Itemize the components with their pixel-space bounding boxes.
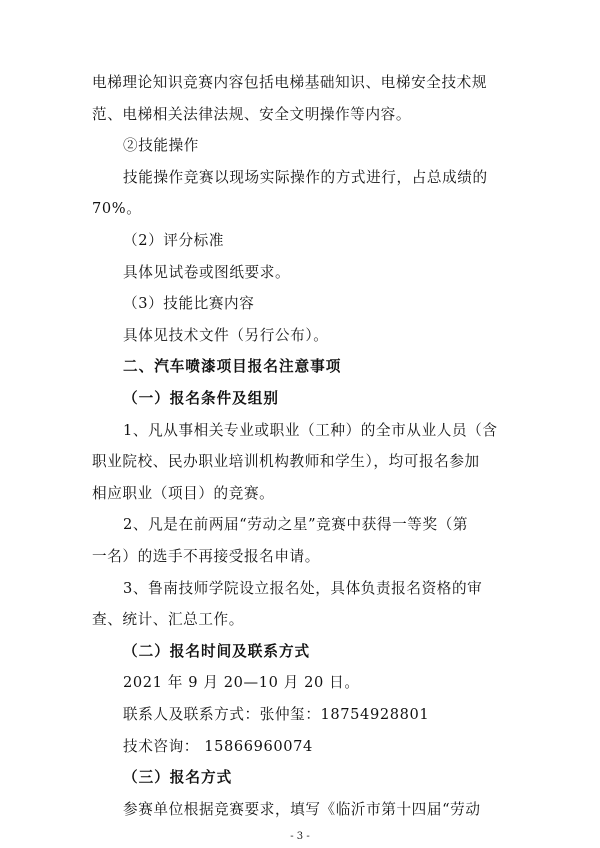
body-text-line: 参赛单位根据竞赛要求，填写《临沂市第十四届“劳动 [123, 801, 481, 818]
body-text-line: 范、电梯相关法律法规、安全文明操作等内容。 [92, 106, 412, 123]
subsection-heading: （2）评分标准 [123, 232, 225, 249]
section-heading: 二、汽车喷漆项目报名注意事项 [123, 358, 342, 375]
body-text-line: 1、凡从事相关专业或职业（工种）的全市从业人员（含 [123, 422, 498, 439]
body-text-line: 具体见技术文件（另行公布）。 [123, 327, 329, 344]
body-text-line: 70%。 [92, 200, 142, 217]
section-subheading: （二）报名时间及联系方式 [123, 643, 311, 660]
subsection-heading: ②技能操作 [123, 137, 199, 154]
contact-line: 技术咨询： 15866960074 [123, 738, 313, 755]
section-subheading: （一）报名条件及组别 [123, 390, 279, 407]
body-text-line: 相应职业（项目）的竞赛。 [92, 485, 275, 502]
body-text-line: 一名）的选手不再接受报名申请。 [92, 548, 320, 565]
contact-line: 联系人及联系方式：张仲玺：18754928801 [123, 706, 430, 723]
subsection-heading: （3）技能比赛内容 [123, 295, 255, 312]
body-text-line: 电梯理论知识竞赛内容包括电梯基础知识、电梯安全技术规 [92, 74, 488, 91]
body-text-line: 具体见试卷或图纸要求。 [123, 264, 291, 281]
body-text-line: 2021 年 9 月 20—10 月 20 日。 [123, 674, 360, 691]
body-text-line: 3、鲁南技师学院设立报名处，具体负责报名资格的审 [123, 580, 483, 597]
body-text-line: 查、统计、汇总工作。 [92, 611, 244, 628]
body-text-line: 2、凡是在前两届“劳动之星”竞赛中获得一等奖（第 [123, 516, 469, 533]
body-text-line: 技能操作竞赛以现场实际操作的方式进行，占总成绩的 [123, 169, 488, 186]
section-subheading: （三）报名方式 [123, 769, 233, 786]
page-number: - 3 - [290, 831, 310, 842]
body-text-line: 职业院校、民办职业培训机构教师和学生），均可报名参加 [92, 453, 480, 470]
